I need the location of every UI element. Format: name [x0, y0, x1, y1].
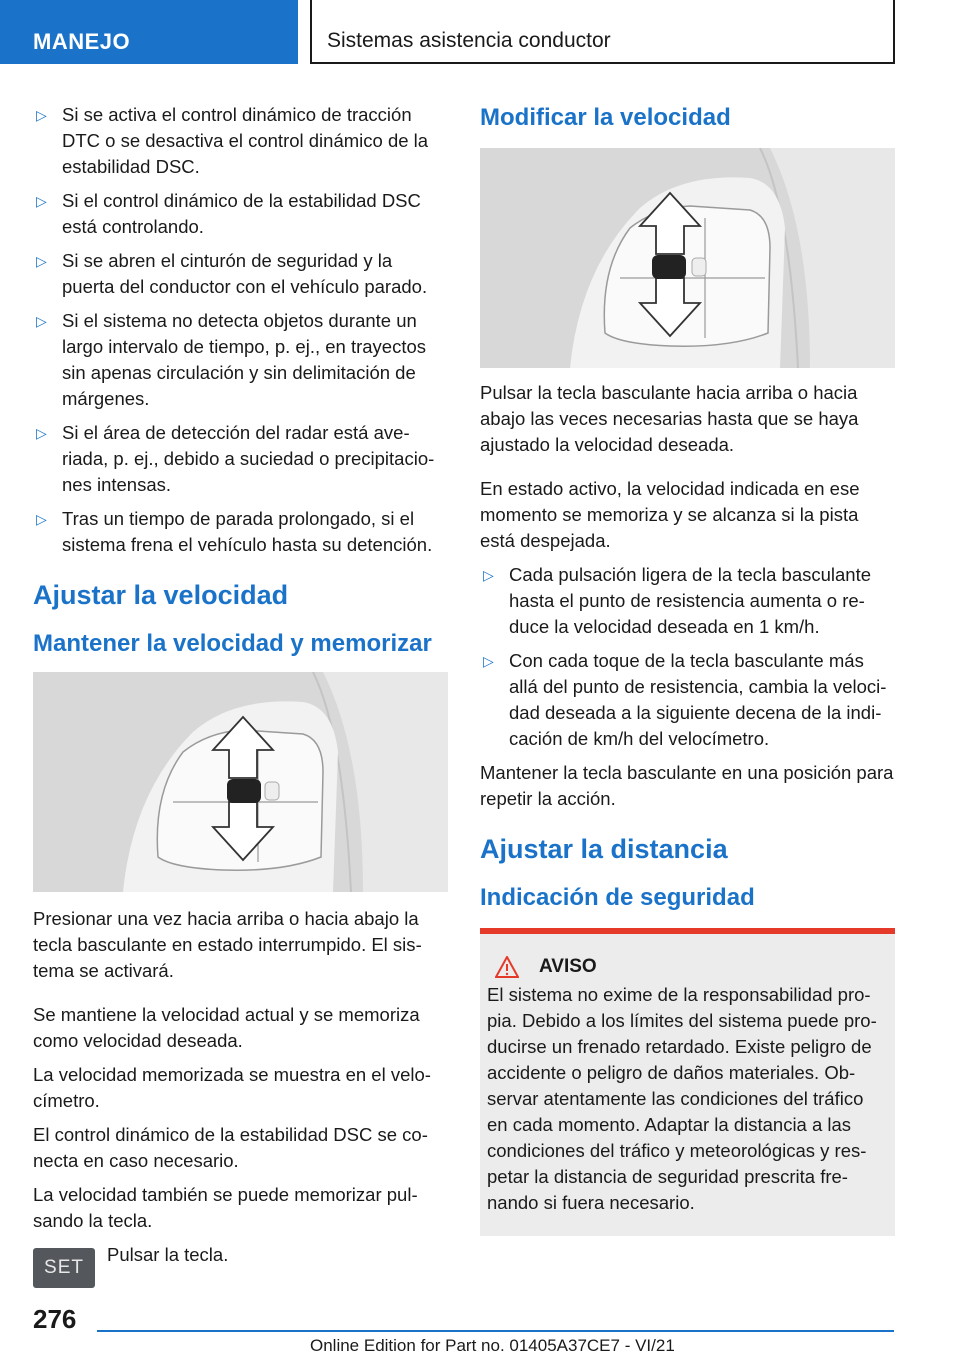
warning-triangle-icon	[495, 956, 519, 978]
set-key-row	[33, 1242, 448, 1292]
warning-header	[495, 956, 888, 978]
list-item: ▷ Tras un tiempo de parada prolongado, si el sistema frena el vehículo hasta su detención.	[36, 508, 433, 555]
steering-wheel-image	[480, 148, 895, 368]
edition-note: Online Edition for Part no. 01405A37CE7 - VI/21	[310, 1336, 675, 1355]
paragraph: Mantener la tecla basculante en una posición para repetir la acción.	[480, 762, 894, 809]
steering-wheel-image	[33, 672, 448, 892]
triangle-bullet-icon: ▷	[483, 567, 494, 583]
section-title: Sistemas asistencia conductor	[327, 29, 611, 52]
set-key-icon: SET	[33, 1248, 95, 1288]
paragraph: La velocidad memorizada se muestra en el velocímetro.	[33, 1064, 431, 1111]
list-item: ▷ Si el área de detección del radar está averiada, p. ej., debido a suciedad o precipitaciones intensas.	[36, 422, 435, 495]
list-item: ▷ Si se abren el cinturón de seguridad y la puerta del conductor con el vehículo parado.	[36, 250, 428, 297]
speed-change-list	[480, 562, 895, 752]
heading-adjust-speed: Ajustar la velocidad	[33, 580, 289, 610]
list-item: ▷ Si el sistema no detecta objetos durante un largo intervalo de tiempo, p. ej., en trayectos sin apenas circulación y sin delimitación de márgenes.	[36, 310, 427, 409]
paragraph: En estado activo, la velocidad indicada en ese momento se memoriza y se alcanza si la pista está despejada.	[480, 478, 860, 551]
warning-box	[480, 928, 895, 1236]
right-column	[480, 102, 895, 1236]
page-number: 276	[33, 1304, 77, 1334]
list-item: ▷ Si se activa el control dinámico de tracción DTC o se desactiva el control dinámico de la estabilidad DSC.	[36, 104, 429, 177]
heading-adjust-distance: Ajustar la distancia	[480, 834, 728, 864]
heading-modify-speed: Modificar la velocidad	[480, 104, 731, 131]
list-item: ▷ Si el control dinámico de la estabilidad DSC está controlando.	[36, 190, 421, 237]
paragraph: El control dinámico de la estabilidad DSC se conecta en caso necesario.	[33, 1124, 428, 1171]
section-header	[310, 0, 895, 64]
set-key-instruction: Pulsar la tecla.	[107, 1244, 229, 1265]
chapter-tab	[0, 0, 298, 64]
paragraph: Se mantiene la velocidad actual y se memoriza como velocidad deseada.	[33, 1004, 420, 1051]
chapter-title: MANEJO	[33, 29, 131, 54]
triangle-bullet-icon: ▷	[36, 107, 47, 123]
condition-list	[33, 102, 448, 558]
paragraph: Pulsar la tecla basculante hacia arriba o hacia abajo las veces necesarias hasta que se haya ajustado la velocidad deseada.	[480, 382, 859, 455]
paragraph: La velocidad también se puede memorizar pulsando la tecla.	[33, 1184, 418, 1231]
triangle-bullet-icon: ▷	[36, 511, 47, 527]
subheading-safety-note: Indicación de seguridad	[480, 884, 755, 911]
triangle-bullet-icon: ▷	[36, 253, 47, 269]
left-column	[33, 102, 448, 1292]
warning-text: El sistema no exime de la responsabilidad propia. Debido a los límites del sistema puede producirse un frenado retardado. Existe peligro de accidente o peligro de daños materiales. Observar atentamente las condiciones del tráfico en cada momento. Adaptar la distancia a las condiciones del tráfico y meteorológicas y respetar la distancia de seguridad prescrita frenando si fuera necesario.	[487, 984, 877, 1213]
subheading-maintain-speed: Mantener la velocidad y memorizar	[33, 630, 432, 657]
warning-title: AVISO	[539, 956, 597, 977]
footer-divider	[97, 1330, 894, 1332]
triangle-bullet-icon: ▷	[36, 313, 47, 329]
triangle-bullet-icon: ▷	[483, 653, 494, 669]
triangle-bullet-icon: ▷	[36, 193, 47, 209]
list-item: ▷ Con cada toque de la tecla basculante más allá del punto de resistencia, cambia la velocidad deseada a la siguiente decena de la indicación de km/h del velocímetro.	[483, 650, 887, 749]
list-item: ▷ Cada pulsación ligera de la tecla basculante hasta el punto de resistencia aumenta o reduce la velocidad deseada en 1 km/h.	[483, 564, 872, 637]
triangle-bullet-icon: ▷	[36, 425, 47, 441]
paragraph: Presionar una vez hacia arriba o hacia abajo la tecla basculante en estado interrumpido. El sistema se activará.	[33, 908, 422, 981]
